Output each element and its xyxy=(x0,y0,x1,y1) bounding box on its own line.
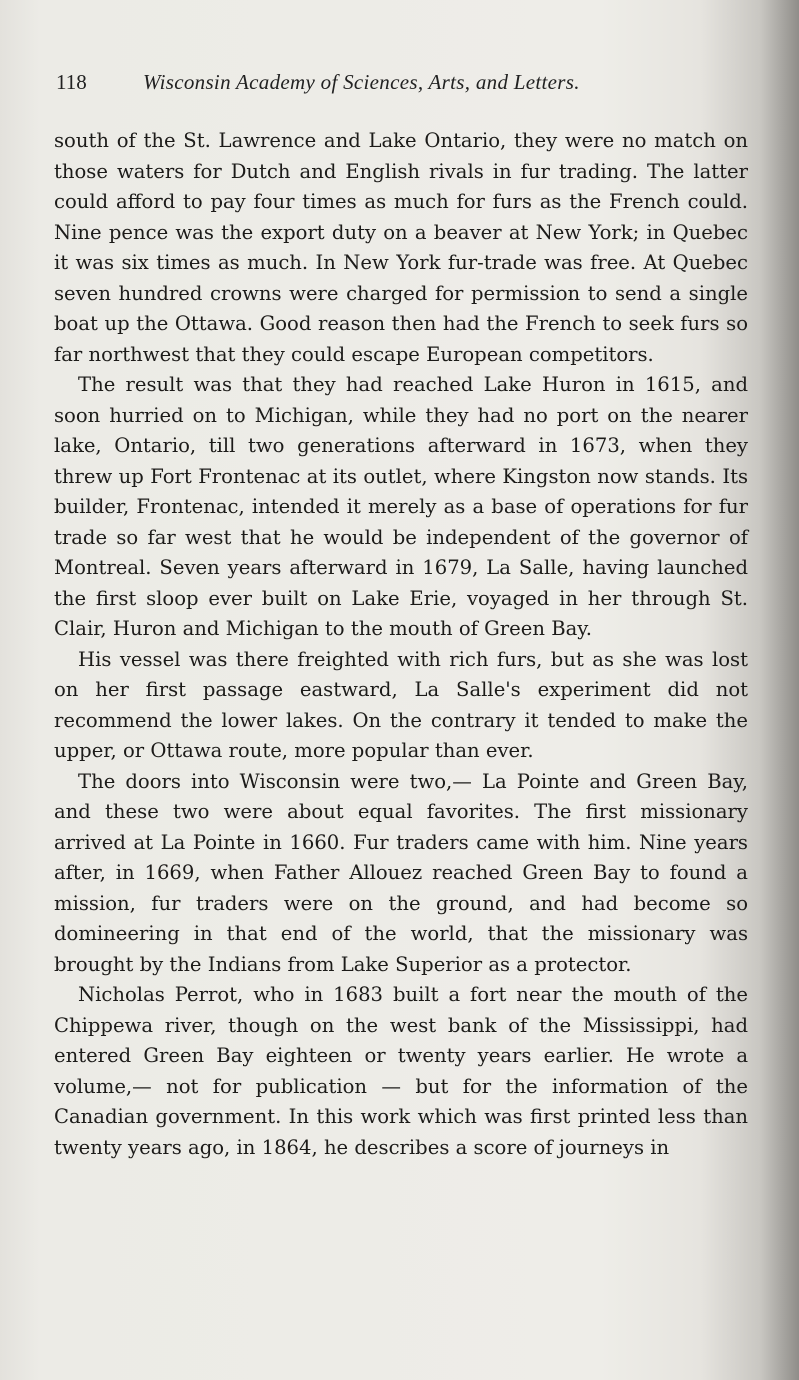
page-number: 118 xyxy=(56,70,87,94)
body-text xyxy=(54,126,748,1163)
paragraph-1: south of the St. Lawrence and Lake Ontario, they were no match on those waters for Dutch and English rivals in fur trading. The latter could afford to pay four times as much for furs as the French could. Nine pence was the export duty on a beaver at New York; in Quebec it was six times as much. In New York fur-trade was free. At Quebec seven hundred crowns were charged for permission to send a single boat up the Ottawa. Good reason then had the French to seek furs so far northwest that they could escape European competitors. xyxy=(54,129,748,366)
paragraph-3: His vessel was there freighted with rich furs, but as she was lost on her first passage eastward, La Salle's experiment did not recommend the lower lakes. On the contrary it tended to make the upper, or Ottawa route, more popular than ever. xyxy=(54,647,748,762)
paragraph-2: The result was that they had reached Lake Huron in 1615, and soon hurried on to Michigan, while they had no port on the nearer lake, Ontario, till two generations afterward in 1673, when they threw up Fort Frontenac at its outlet, where Kingston now stands. Its builder, Frontenac, intended it merely as a base of operations for fur trade so far west that he would be independent of the governor of Montreal. Seven years afterward in 1679, La Salle, having launched the first sloop ever built on Lake Erie, voyaged in her through St. Clair, Huron and Michigan to the mouth of Green Bay. xyxy=(54,373,748,640)
paragraph-5: Nicholas Perrot, who in 1683 built a fort near the mouth of the Chippewa river, though on the west bank of the Mississippi, had entered Green Bay eighteen or twenty years earlier. He wrote a volume,— not for publication — but for the information of the Canadian government. In this work which was first printed less than twenty years ago, in 1864, he describes a score of journeys in xyxy=(54,983,748,1159)
page-header xyxy=(56,70,756,102)
running-title: Wisconsin Academy of Sciences, Arts, and Letters. xyxy=(143,70,580,94)
paragraph-4: The doors into Wisconsin were two,— La Pointe and Green Bay, and these two were about equal favorites. The first missionary arrived at La Pointe in 1660. Fur traders came with him. Nine years after, in 1669, when Father Allouez reached Green Bay to found a mission, fur traders were on the ground, and had become so domineering in that end of the world, that the missionary was brought by the Indians from Lake Superior as a protector. xyxy=(54,769,748,976)
